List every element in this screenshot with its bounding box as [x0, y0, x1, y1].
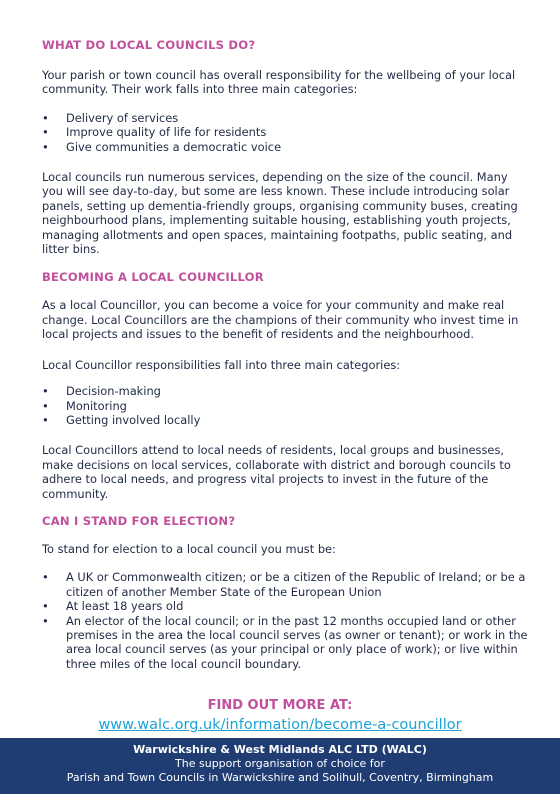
paragraph-what-intro: Your parish or town council has overall responsibility for the wellbeing of your local community. Their work falls into three main categories: — [42, 68, 516, 97]
list-item: • Give communities a democratic voice — [42, 139, 282, 154]
bullet-icon: • — [42, 599, 49, 614]
list-item: • Improve quality of life for residents — [42, 125, 267, 140]
document-body — [42, 38, 532, 671]
list-item: • Getting involved locally — [42, 412, 201, 427]
paragraph-responsibilities-lead: Local Councillor responsibilities fall into three main categories: — [42, 357, 401, 372]
section-heading-becoming-councillor: BECOMING A LOCAL COUNCILLOR — [42, 270, 264, 285]
footer-regions: Parish and Town Councils in Warwickshire and Solihull, Coventry, Birmingham — [66, 771, 494, 784]
list-item: • Decision-making — [42, 384, 161, 399]
paragraph-what-body: Local councils run numerous services, depending on the size of the council. Many you will see day-to-day, but some are less known. These include introducing solar panels, setting up dementia-friendly groups, organising community buses, creating neighbourhood plans, implementing suitable housing, establishing youth projects, managing allotments and open spaces, maintaining footpaths, public seating, and litter bins. — [42, 170, 518, 257]
bullet-icon: • — [42, 139, 49, 154]
bullet-icon: • — [42, 110, 49, 125]
list-election-requirements — [42, 570, 532, 671]
list-item: • Monitoring — [42, 398, 127, 413]
bullet-icon: • — [42, 412, 49, 427]
list-council-categories — [42, 111, 532, 154]
find-out-more-block — [0, 698, 560, 734]
bullet-icon: • — [42, 570, 49, 585]
paragraph-election-intro: To stand for election to a local council you must be: — [42, 541, 336, 556]
paragraph-becoming-body: Local Councillors attend to local needs of residents, local groups and businesses, make decisions on local services, collaborate with district and borough councils to adhere to local needs, and progress vital projects to invest in the future of the community. — [42, 443, 511, 501]
bullet-icon: • — [42, 384, 49, 399]
footer-org-name: Warwickshire & West Midlands ALC LTD (WALC) — [133, 743, 427, 756]
list-item: • Delivery of services — [42, 110, 179, 125]
list-item: • At least 18 years old — [42, 599, 184, 614]
paragraph-becoming-intro: As a local Councillor, you can become a voice for your community and make real change. Local Councillors are the champions of their community who invest time in local projects and issues to the benefit of residents and the neighbourhood. — [42, 298, 519, 342]
section-heading-what-councils-do: WHAT DO LOCAL COUNCILS DO? — [42, 38, 256, 52]
bullet-icon: • — [42, 125, 49, 140]
bullet-icon: • — [42, 613, 49, 628]
footer-tagline: The support organisation of choice for — [175, 757, 385, 770]
section-heading-stand-for-election: CAN I STAND FOR ELECTION? — [42, 513, 236, 528]
become-councillor-link[interactable]: www.walc.org.uk/information/become-a-councillor — [98, 717, 462, 733]
bullet-icon: • — [42, 398, 49, 413]
list-item: • A UK or Commonwealth citizen; or be a citizen of the Republic of Ireland; or be a citizen of another Member State of the European Union — [42, 570, 526, 599]
find-out-more-heading: FIND OUT MORE AT: — [207, 698, 353, 713]
list-item: • An elector of the local council; or in the past 12 months occupied land or other premises in the area the local council serves (as owner or tenant); or work in the area local council serves (as your principal or only place of work); or live within three miles of the local council boundary. — [42, 613, 528, 671]
list-councillor-responsibilities — [42, 384, 532, 427]
footer-banner — [0, 738, 560, 794]
